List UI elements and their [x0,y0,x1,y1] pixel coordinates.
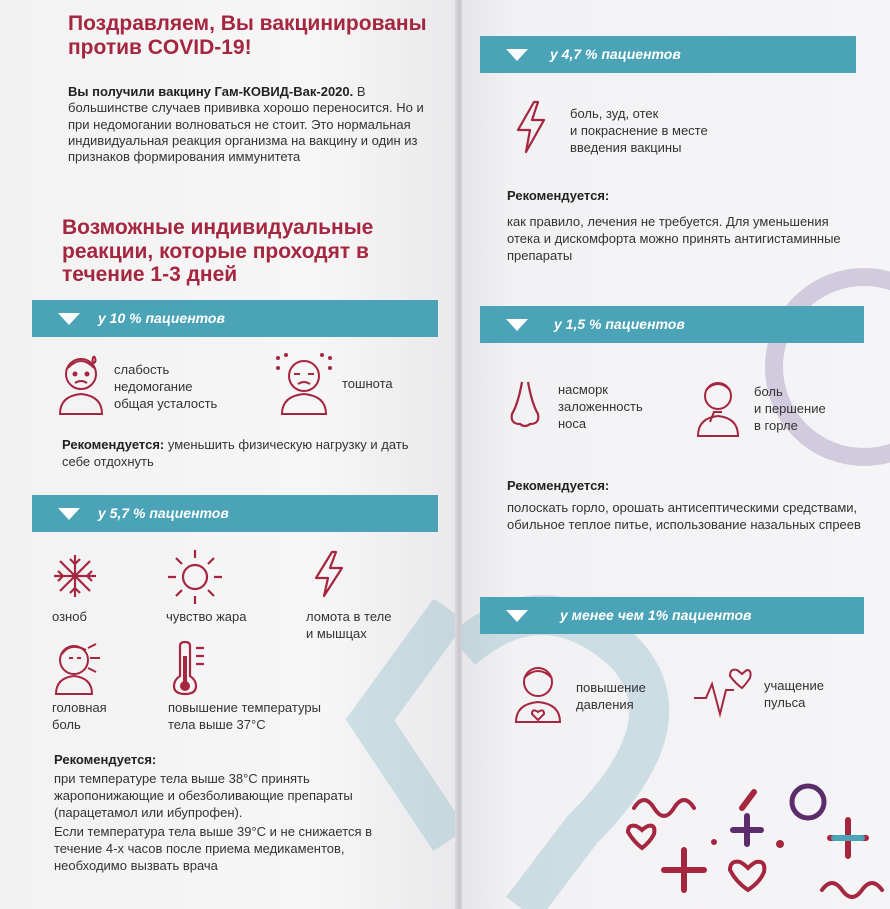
symptom-line: носа [558,415,587,431]
group1-symptom-weakness [114,362,217,413]
symptom-line: боль [754,384,783,399]
group3-header-bar [480,36,856,73]
headache-person-icon [52,638,104,696]
group5-header-bar [480,597,864,634]
group2-rec-text1: при температуре тела выше 38°С принять жаропонижающие и обезболивающие препараты (парацетамол или ибупрофен). [54,771,353,820]
symptom-line: пульса [764,694,806,710]
lightning-icon [312,550,346,598]
sun-icon [166,548,224,606]
group4-header-bar [480,306,864,343]
symptom-line: боль, зуд, отек [570,106,659,121]
rec-label: Рекомендуется: [62,437,165,452]
symptom-line: заложенность [558,398,643,414]
group4-rec-label: Рекомендуется: [507,478,610,493]
symptom-line: слабость [114,362,170,377]
symptom-line: давления [576,696,634,712]
triangle-down-icon [506,610,528,622]
group2-header-bar [32,495,438,532]
symptom-line: и покраснение в месте [570,122,708,138]
triangle-down-icon [58,508,80,520]
triangle-down-icon [506,319,528,331]
triangle-down-icon [58,313,80,325]
group2-header: у 5,7 % пациентов [98,505,229,521]
reactions-subtitle: Возможные индивидуальные реакции, которые проходят в течение 1-3 дней [62,216,374,287]
injection-site-label [570,106,708,157]
group1-header: у 10 % пациентов [98,310,225,326]
intro-text: В большинстве случаев прививка хорошо переносится. Но и при недомогании волноваться не стоит. Это нормальная индивидуальная реакция организма на вакцину и один из признаков формирования иммунитета [68,84,424,164]
symptom-line: общая усталость [114,395,218,411]
symptom-line: ломота в теле [306,609,392,624]
group2-rec-label: Рекомендуется: [54,752,157,767]
symptom-line: и мышцах [306,625,367,641]
group4-header: у 1,5 % пациентов [554,316,685,332]
symptom-line: повышение [576,680,646,695]
group3-header: у 4,7 % пациентов [550,46,681,62]
ring-decoration-icon [752,262,890,472]
runny-nose-label [558,382,643,433]
group5-header: у менее чем 1% пациентов [560,607,752,623]
heart-rate-label [764,678,824,712]
nauseous-person-icon [274,352,334,416]
rec-text: уменьшить физическую нагрузку и дать себе отдохнуть [62,437,409,469]
temperature-label [168,700,321,734]
blood-pressure-label [576,680,646,714]
tired-person-icon [56,354,106,416]
symptom-line: повышение температуры [168,700,321,715]
page-title: Поздравляем, Вы вакцинированы против COVID-19! [68,12,427,59]
group1-header-bar [32,300,438,337]
blood-pressure-person-icon [510,662,566,724]
symptom-line: тела выше 37°С [168,716,266,732]
intro-vaccine-name: Вы получили вакцину Гам-КОВИД-Вак-2020. [68,84,354,99]
headache-label [52,700,107,734]
group2-rec-text2: Если температура тела выше 39°С и не снижается в течение 4-х часов после приема медикаментов, необходимо вызвать врача [54,824,373,873]
group4-rec-text: полоскать горло, орошать антисептическими средствами, обильное теплое питье, использование назальных спреев [507,500,861,532]
group3-rec-label: Рекомендуется: [507,188,610,203]
right-page [462,0,890,909]
lightning-icon [514,100,548,154]
sore-throat-label [754,384,826,435]
symptom-line: головная [52,700,107,715]
symptom-line: недомогание [114,378,193,394]
symptom-line: боль [52,716,81,732]
group1-symptom-nausea: тошнота [342,376,393,391]
chills-label: озноб [52,609,87,624]
snowflake-icon [52,553,98,599]
thermometer-icon [172,640,208,696]
group3-rec-text: как правило, лечения не требуется. Для уменьшения отека и дискомфорта можно принять антигистаминные препараты [507,214,841,263]
group1-recommendation [62,437,422,471]
nose-icon [508,380,542,430]
triangle-down-icon [506,49,528,61]
cross-decoration-icon [340,600,458,909]
symptom-line: учащение [764,678,824,693]
heart-pulse-icon [692,666,752,718]
sore-throat-person-icon [696,378,744,438]
symptom-line: и першение [754,400,826,416]
heat-label: чувство жара [166,609,247,624]
symptom-line: насморк [558,382,608,397]
medical-symbols-decoration-icon [622,772,890,909]
intro-paragraph [68,84,438,165]
symptom-line: в горле [754,417,798,433]
symptom-line: введения вакцины [570,139,682,155]
